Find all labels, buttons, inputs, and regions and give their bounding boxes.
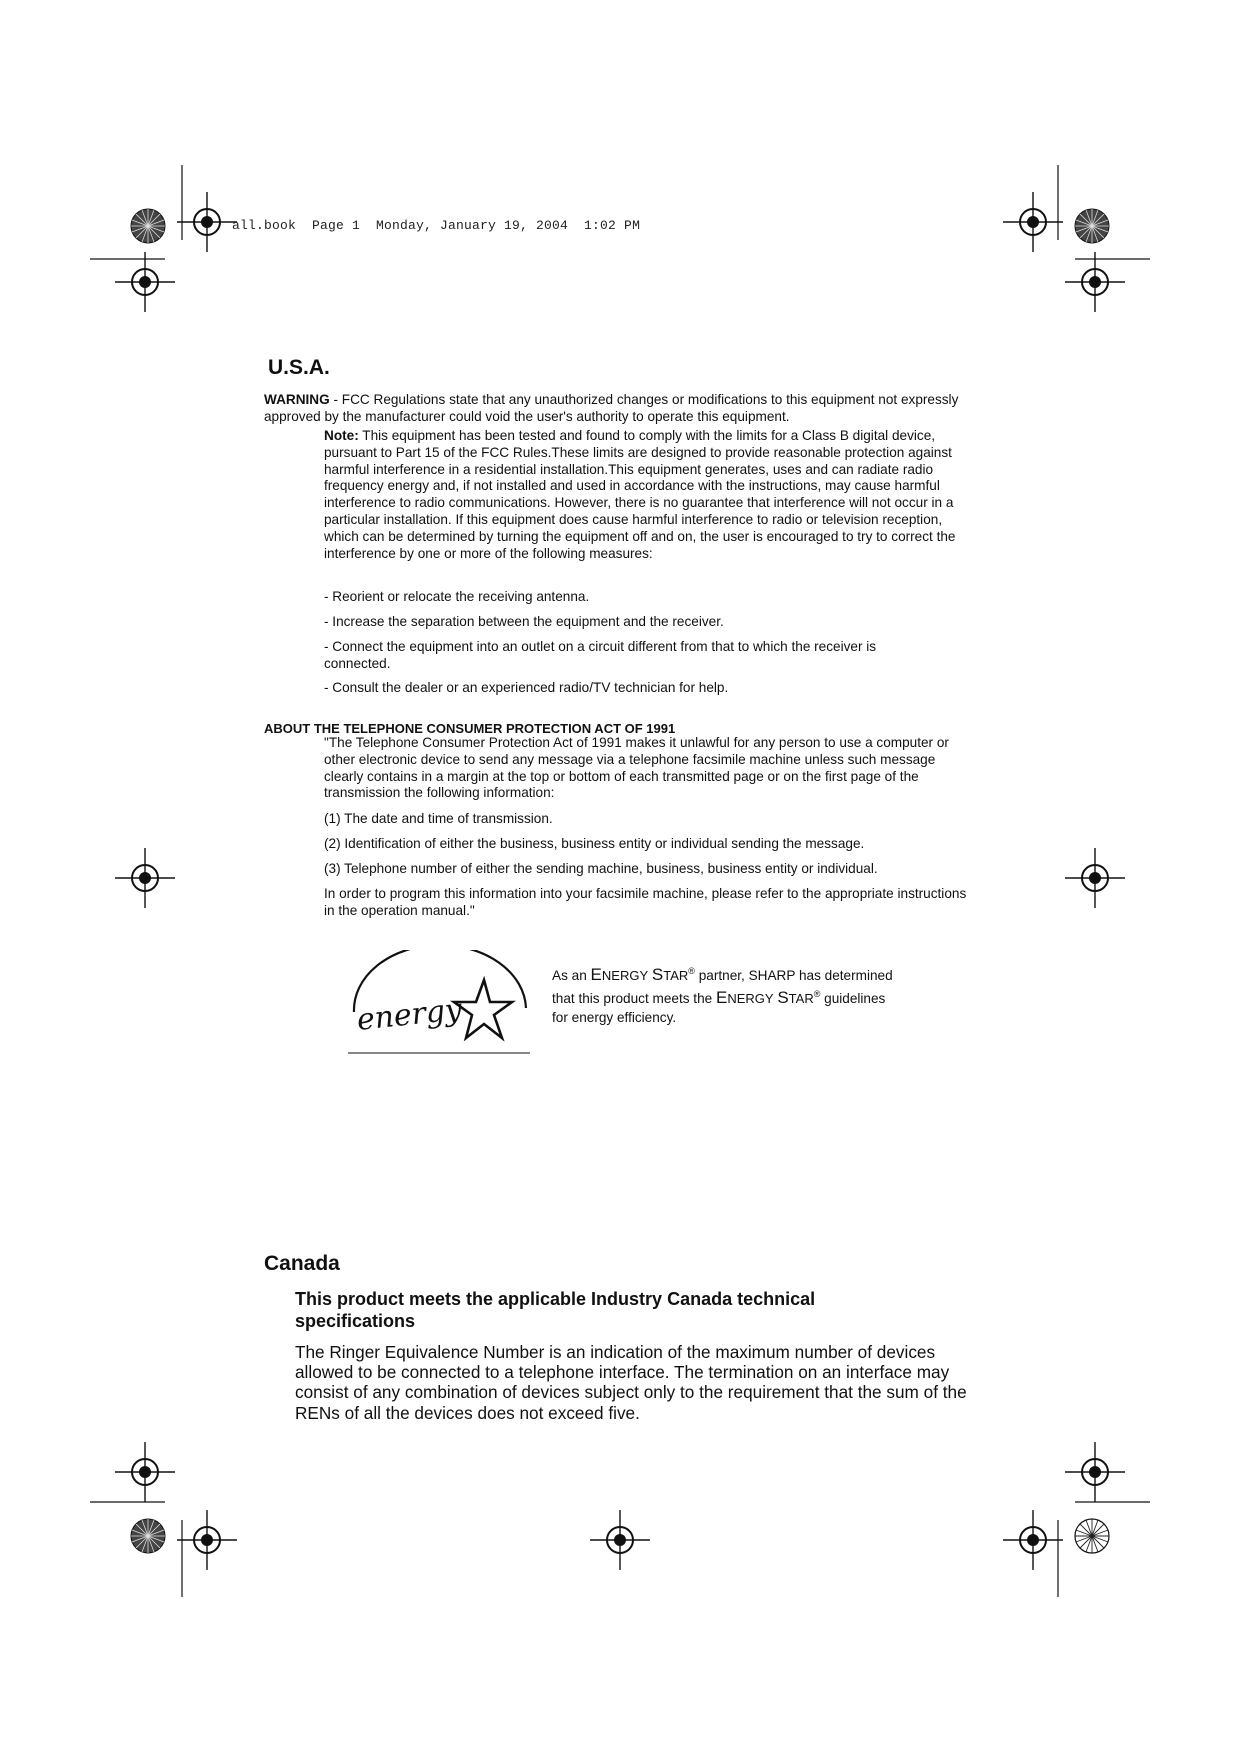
- fcc-note: [324, 428, 969, 562]
- canada-subheading: This product meets the applicable Industry Canada technical specifications: [295, 1289, 816, 1331]
- energy-line-1: As an ENERGY STAR® partner, SHARP has determined: [552, 965, 893, 984]
- canada-body: The Ringer Equivalence Number is an indication of the maximum number of devices allowed to be connected to a telephone interface. The termination on an interface may consist of any combination of devices subject only to the requirement that the sum of the RENs of all the devices does not exceed five.: [295, 1342, 967, 1423]
- measure-item: - Reorient or relocate the receiving antenna.: [324, 589, 590, 604]
- tcpa-quote: "The Telephone Consumer Protection Act of 1991 makes it unlawful for any person to use a computer or other electronic device to send any message via a telephone facsimile machine unless such message clearly contains in a margin at the top or bottom of each transmitted page or on the first page of the transmission the following information:: [324, 735, 949, 801]
- tcpa-item: (3) Telephone number of either the sending machine, business, business entity or individual.: [324, 861, 878, 876]
- note-text: This equipment has been tested and found to comply with the limits for a Class B digital device, pursuant to Part 15 of the FCC Rules.These limits are designed to provide reasonable protection against harmful interference in a residential installation.This equipment generates, uses and can radiate radio frequency energy and, if not installed and used in accordance with the instructions, may cause harmful interference to radio communications. However, there is no guarantee that interference will not occur in a particular installation. If this equipment does cause harmful interference to radio or television reception, which can be determined by turning the equipment off and on, the user is encouraged to try to correct the interference by one or more of the following measures:: [324, 428, 956, 561]
- fcc-warning: [264, 392, 964, 426]
- tcpa-heading: ABOUT THE TELEPHONE CONSUMER PROTECTION ACT OF 1991: [264, 721, 676, 736]
- measure-item: - Consult the dealer or an experienced radio/TV technician for help.: [324, 680, 729, 695]
- usa-heading: U.S.A.: [268, 356, 330, 379]
- measure-item: - Increase the separation between the equipment and the receiver.: [324, 614, 724, 629]
- measure-item: - Connect the equipment into an outlet on a circuit different from that to which the receiver is connected.: [324, 639, 877, 671]
- tcpa-item: (1) The date and time of transmission.: [324, 811, 553, 826]
- energy-star-statement: [552, 962, 952, 1027]
- warning-label: WARNING: [264, 392, 330, 407]
- svg-text:energy: energy: [355, 992, 464, 1038]
- print-header-line: all.book Page 1 Monday, January 19, 2004 1:02 PM: [232, 218, 641, 233]
- tcpa-item: (2) Identification of either the business, business entity or individual sending the message.: [324, 836, 865, 851]
- warning-text: - FCC Regulations state that any unauthorized changes or modifications to this equipment not expressly approved by the manufacturer could void the user's authority to operate this equipment.: [264, 392, 959, 424]
- energy-star-logo: [344, 950, 534, 1060]
- canada-heading: Canada: [264, 1252, 340, 1275]
- tcpa-closing: In order to program this information into your facsimile machine, please refer to the appropriate instructions in the operation manual.": [324, 886, 967, 918]
- note-label: Note:: [324, 428, 359, 443]
- energy-line-3: for energy efficiency.: [552, 1010, 677, 1025]
- energy-line-2: that this product meets the ENERGY STAR® guidelines: [552, 988, 886, 1007]
